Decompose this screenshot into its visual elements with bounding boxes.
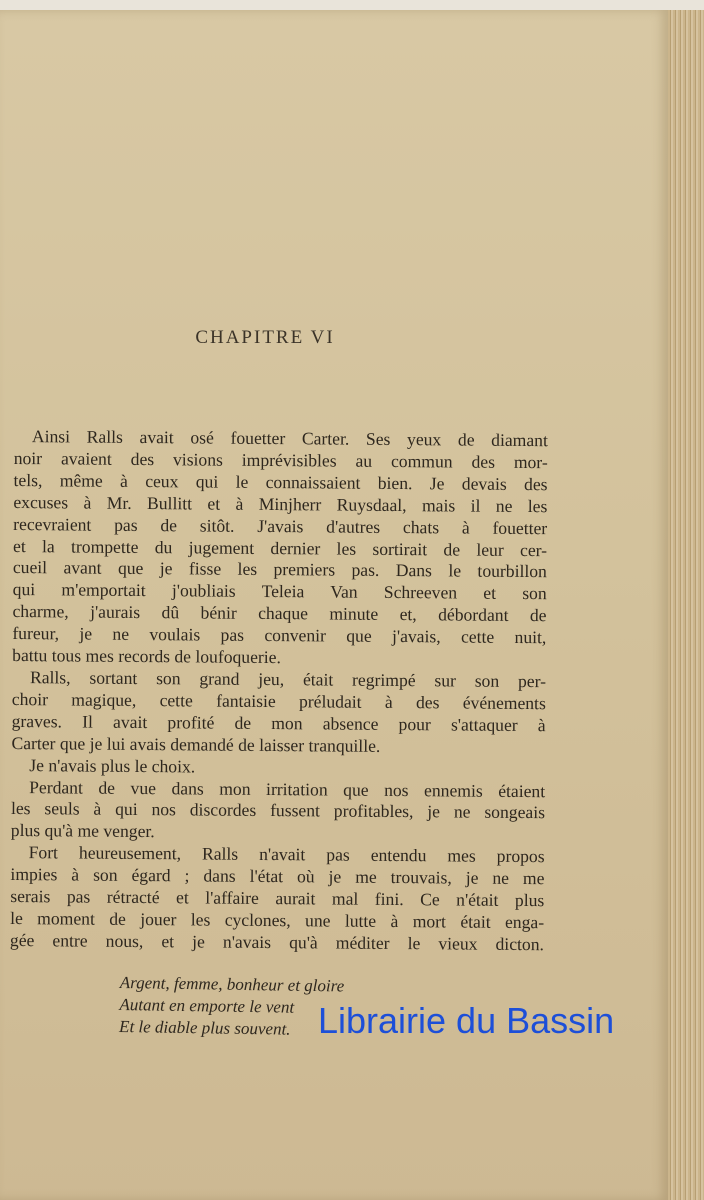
body-line: et la trompette du jugement dernier les sortirait de leur cer-	[12, 535, 548, 560]
body-line: les seuls à qui nos discordes fussent profitables, je ne songeais	[10, 798, 546, 823]
watermark: Librairie du Bassin	[318, 1000, 615, 1041]
body-line: battu tous mes records de loufoquerie.	[12, 645, 281, 668]
chapter-body	[10, 426, 548, 956]
body-line: Ainsi Ralls avait osé fouetter Carter. Ses yeux de diamant	[31, 426, 548, 451]
body-line: cueil avant que je fisse les premiers pas. Dans le tourbillon	[12, 557, 547, 582]
body-line: le moment de jouer les cyclones, une lutte à mort était enga-	[10, 907, 545, 933]
body-line: Ralls, sortant son grand jeu, était regrimpé sur son per-	[29, 667, 547, 692]
poem-epigraph	[119, 972, 344, 1042]
body-line: serais pas rétracté et l'affaire aurait mal fini. Ce n'était plus	[10, 886, 545, 911]
body-line: plus qu'à me venger.	[10, 820, 155, 842]
body-line: graves. Il avait profité de mon absence pour s'attaquer à	[11, 710, 546, 735]
body-line: choir magique, cette fantaisie préludait à des événements	[11, 688, 546, 714]
body-line: Fort heureusement, Ralls n'avait pas entendu mes propos	[28, 842, 545, 867]
poem-line: Et le diable plus souvent.	[118, 1016, 291, 1039]
body-line: Perdant de vue dans mon irritation que nos ennemis étaient	[29, 776, 546, 801]
body-line: Carter que je lui avais demandé de laisser tranquille.	[11, 732, 381, 756]
body-line: tels, même à ceux qui le connaissaient bien. Je devais des	[13, 469, 548, 495]
body-line: impies à son égard ; dans l'état où je me trouvais, je ne me	[10, 864, 545, 889]
body-line: fureur, je ne voulais pas convenir que j'avais, cette nuit,	[12, 623, 547, 648]
poem-line: Argent, femme, bonheur et gloire	[119, 972, 345, 996]
body-line: charme, j'aurais dû bénir chaque minute et, débordant de	[12, 601, 547, 626]
body-line: noir avaient des visions imprévisibles au commun des mor-	[13, 447, 548, 473]
page-edges	[668, 10, 704, 1200]
body-line: Je n'avais plus le choix.	[29, 754, 196, 777]
poem-line: Autant en emporte le vent	[119, 994, 295, 1017]
body-line: recevraient pas de sitôt. J'avais d'autres chats à fouetter	[13, 513, 548, 538]
body-line: qui m'emportait j'oubliais Teleia Van Schreeven et son	[12, 579, 547, 604]
chapter-title: CHAPITRE VI	[195, 327, 335, 348]
body-line: gée entre nous, et je n'avais qu'à méditer le vieux dicton.	[9, 929, 545, 955]
body-line: excuses à Mr. Bullitt et à Minjherr Ruysdaal, mais il ne les	[13, 491, 548, 516]
